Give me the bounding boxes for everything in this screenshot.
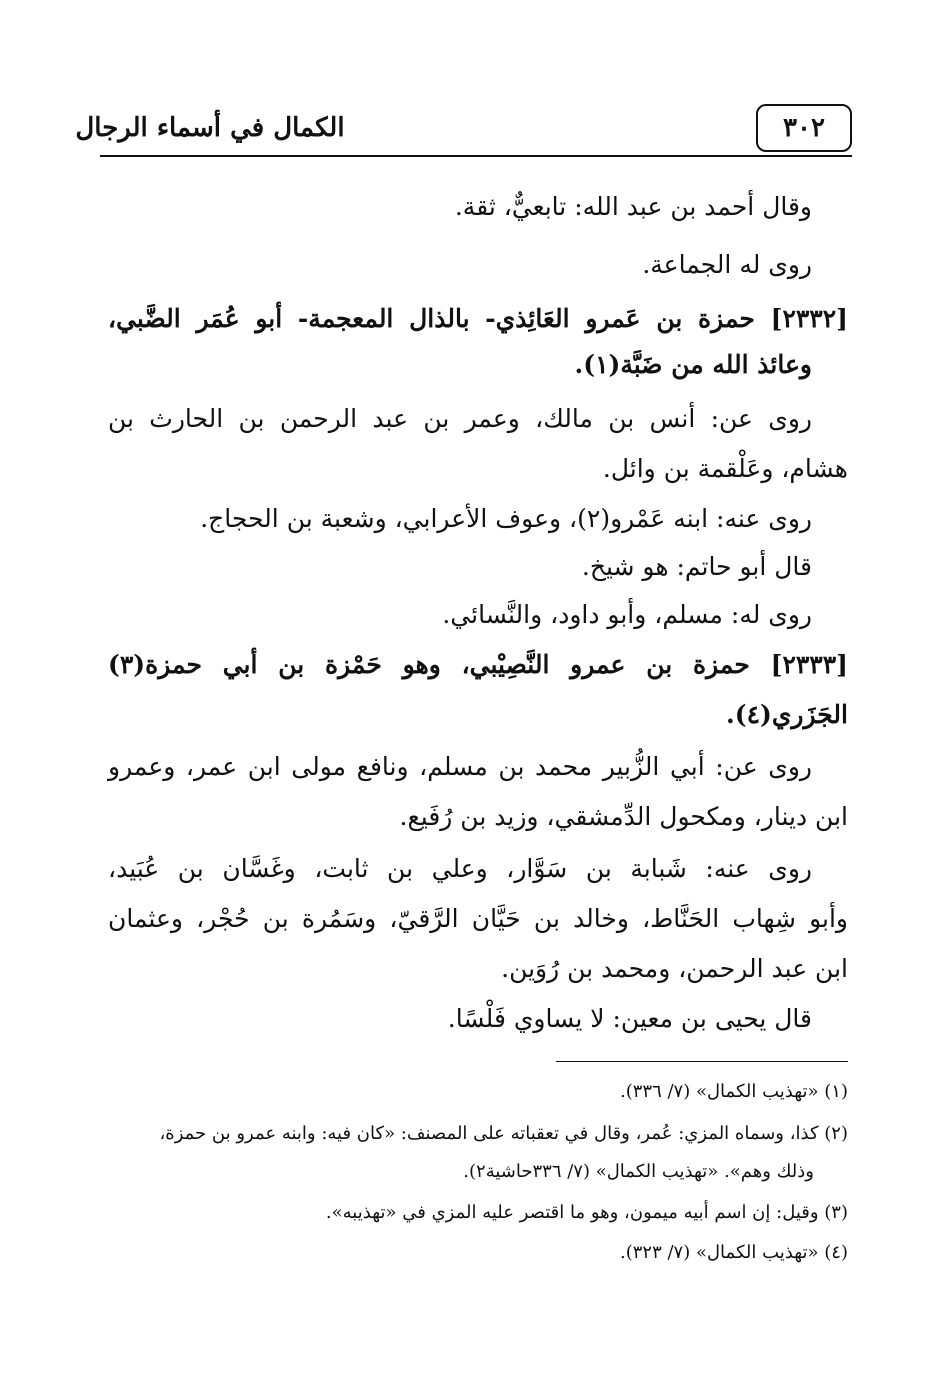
book-title-calligraphy: الكمال في أسماء الرجال (75, 113, 345, 143)
entry-heading-2333: [٢٣٣٣] حمزة بن عمرو النَّصِيْبي، وهو حَمْزة بن أبي حمزة(٣) (108, 650, 848, 679)
entry-heading-2332-cont: وعائذ الله من ضَبَّة(١). (574, 350, 812, 379)
entry-heading-2333-cont: الجَزَري(٤). (726, 700, 848, 729)
text-line: ابن دينار، ومكحول الدِّمشقي، وزيد بن رُفَيع. (399, 802, 848, 831)
text-line: قال يحيى بن معين: لا يساوي فَلْسًا. (447, 1004, 812, 1033)
footnote-2: (٢) كذا، وسماه المزي: عُمر، وقال في تعقباته على المصنف: «كان فيه: وابنه عمرو بن حمزة، (159, 1123, 848, 1144)
page-header (75, 100, 852, 158)
footnote-2-cont: وذلك وهم». «تهذيب الكمال» (٧/ ٣٣٦حاشية٢). (463, 1161, 814, 1182)
footnote-divider (556, 1061, 848, 1062)
footnote-3: (٣) وقيل: إن اسم أبيه ميمون، وهو ما اقتصر عليه المزي في «تهذيبه». (325, 1202, 848, 1223)
text-line: وأبو شِهاب الحَنَّاط، وخالد بن حَيَّان الرَّقيّ، وسَمُرة بن حُجْر، وعثمان (108, 904, 848, 933)
text-line: ابن عبد الرحمن، ومحمد بن رُوَين. (501, 954, 848, 983)
footnote-1: (١) «تهذيب الكمال» (٧/ ٣٣٦). (619, 1081, 848, 1102)
text-line: روى عن: أنس بن مالك، وعمر بن عبد الرحمن بن الحارث بن (108, 404, 812, 433)
entry-heading-2332: [٢٣٣٢] حمزة بن عَمرو العَائِذي- بالذال المعجمة- أبو عُمَر الضَّبي، (108, 304, 848, 333)
text-line: روى عنه: ابنه عَمْرو(٢)، وعوف الأعرابي، وشعبة بن الحجاج. (200, 504, 812, 533)
text-line: روى له الجماعة. (642, 250, 812, 279)
page-number: ٣٠٢ (756, 104, 852, 152)
text-line: قال أبو حاتم: هو شيخ. (581, 552, 812, 581)
header-divider (100, 155, 852, 157)
text-line: روى عن: أبي الزُّبير محمد بن مسلم، ونافع مولى ابن عمر، وعمرو (108, 752, 812, 781)
footnote-4: (٤) «تهذيب الكمال» (٧/ ٣٢٣). (619, 1242, 848, 1263)
text-line: هشام، وعَلْقمة بن وائل. (602, 454, 848, 483)
text-line: وقال أحمد بن عبد الله: تابعيٌّ، ثقة. (454, 192, 812, 221)
text-line: روى عنه: شَبابة بن سَوَّار، وعلي بن ثابت، وغَسَّان بن عُبَيد، (108, 854, 812, 883)
text-line: روى له: مسلم، وأبو داود، والنَّسائي. (442, 600, 812, 629)
